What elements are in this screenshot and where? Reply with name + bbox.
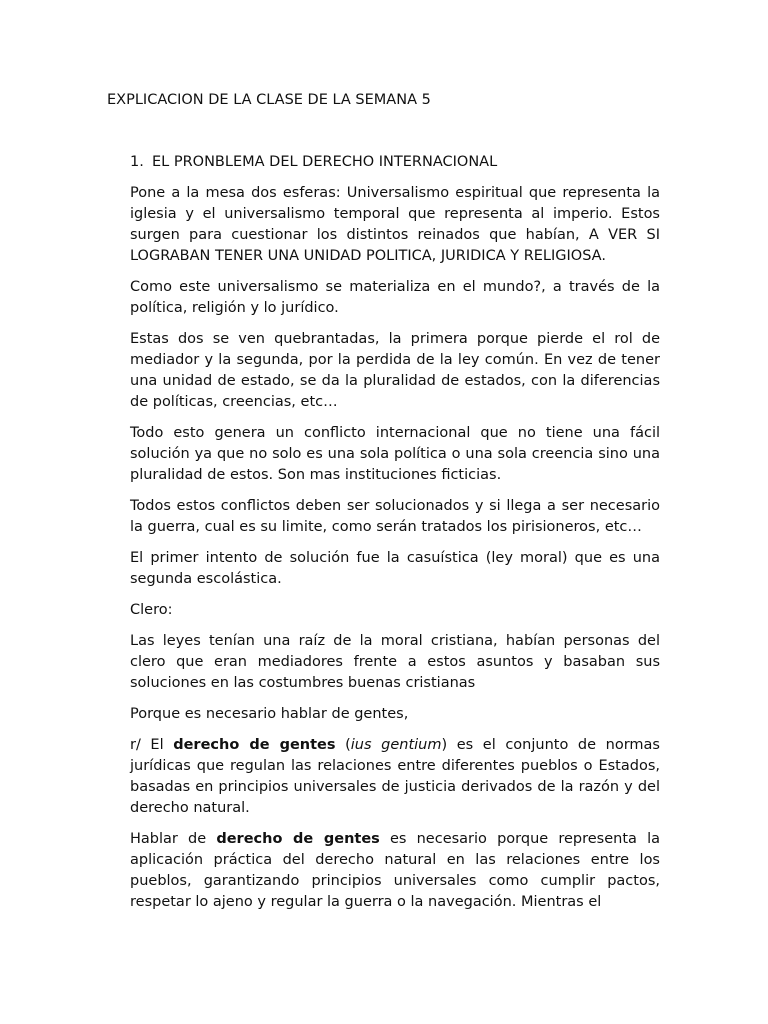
paragraph-universalism: Pone a la mesa dos esferas: Universalismo espiritual que representa la iglesia y el universalismo temporal que representa al imperio. Estos surgen para cuestionar los distintos reinados que habían, A VER SI LOGRABAN TENER UNA UNIDAD POLITICA, JURIDICA Y RELIGIOSA. [130, 185, 660, 264]
paragraph-casuistry: El primer intento de solución fue la casuística (ley moral) que es una segunda escolástica. [130, 550, 660, 587]
closing-term: derecho de gentes [216, 831, 380, 847]
closing-prefix: Hablar de [130, 831, 217, 847]
paragraph-definition [130, 735, 660, 819]
document-title: EXPLICACION DE LA CLASE DE LA SEMANA 5 [107, 92, 431, 108]
section-heading-text: EL PRONBLEMA DEL DERECHO INTERNACIONAL [152, 154, 498, 170]
section-heading [130, 152, 497, 173]
definition-term: derecho de gentes [173, 737, 336, 753]
closing-body: es necesario porque representa la aplicación práctica del derecho natural en las relaciones entre los pueblos, garantizando principios universales como cumplir pactos, respetar lo ajeno y regular la guerra o la navegación. Mientras el [130, 831, 661, 910]
definition-body: ) es el conjunto de normas jurídicas que regulan las relaciones entre diferentes pueblos o Estados, basadas en principios universales de justicia derivados de la razón y del derecho natural. [130, 737, 660, 816]
definition-latin-term: ius gentium [350, 737, 442, 753]
definition-open-paren: ( [335, 737, 351, 753]
paragraph-conflict-resolution: Todos estos conflictos deben ser solucionados y si llega a ser necesario la guerra, cual es su limite, como serán tratados los pirisioneros, etc… [130, 498, 660, 535]
section-number: 1. [130, 154, 144, 170]
paragraph-clergy-label: Clero: [130, 602, 173, 618]
definition-prefix: r/ El [130, 737, 174, 753]
paragraph-materialization: Como este universalismo se materializa en el mundo?, a través de la política, religión y lo jurídico. [130, 279, 660, 316]
paragraph-broken-spheres: Estas dos se ven quebrantadas, la primera porque pierde el rol de mediador y la segunda, por la perdida de la ley común. En vez de tener una unidad de estado, se da la pluralidad de estados, con la diferencias de políticas, creencias, etc… [130, 331, 660, 410]
paragraph-question: Porque es necesario hablar de gentes, [130, 706, 409, 722]
paragraph-international-conflict: Todo esto genera un conflicto internacional que no tiene una fácil solución ya que no solo es una sola política o una sola creencia sino una pluralidad de estos. Son mas instituciones ficticias. [130, 425, 660, 483]
paragraph-clergy-laws: Las leyes tenían una raíz de la moral cristiana, habían personas del clero que eran mediadores frente a estos asuntos y basaban sus soluciones en las costumbres buenas cristianas [130, 633, 660, 691]
paragraph-closing [130, 829, 660, 913]
document-body [130, 183, 660, 923]
